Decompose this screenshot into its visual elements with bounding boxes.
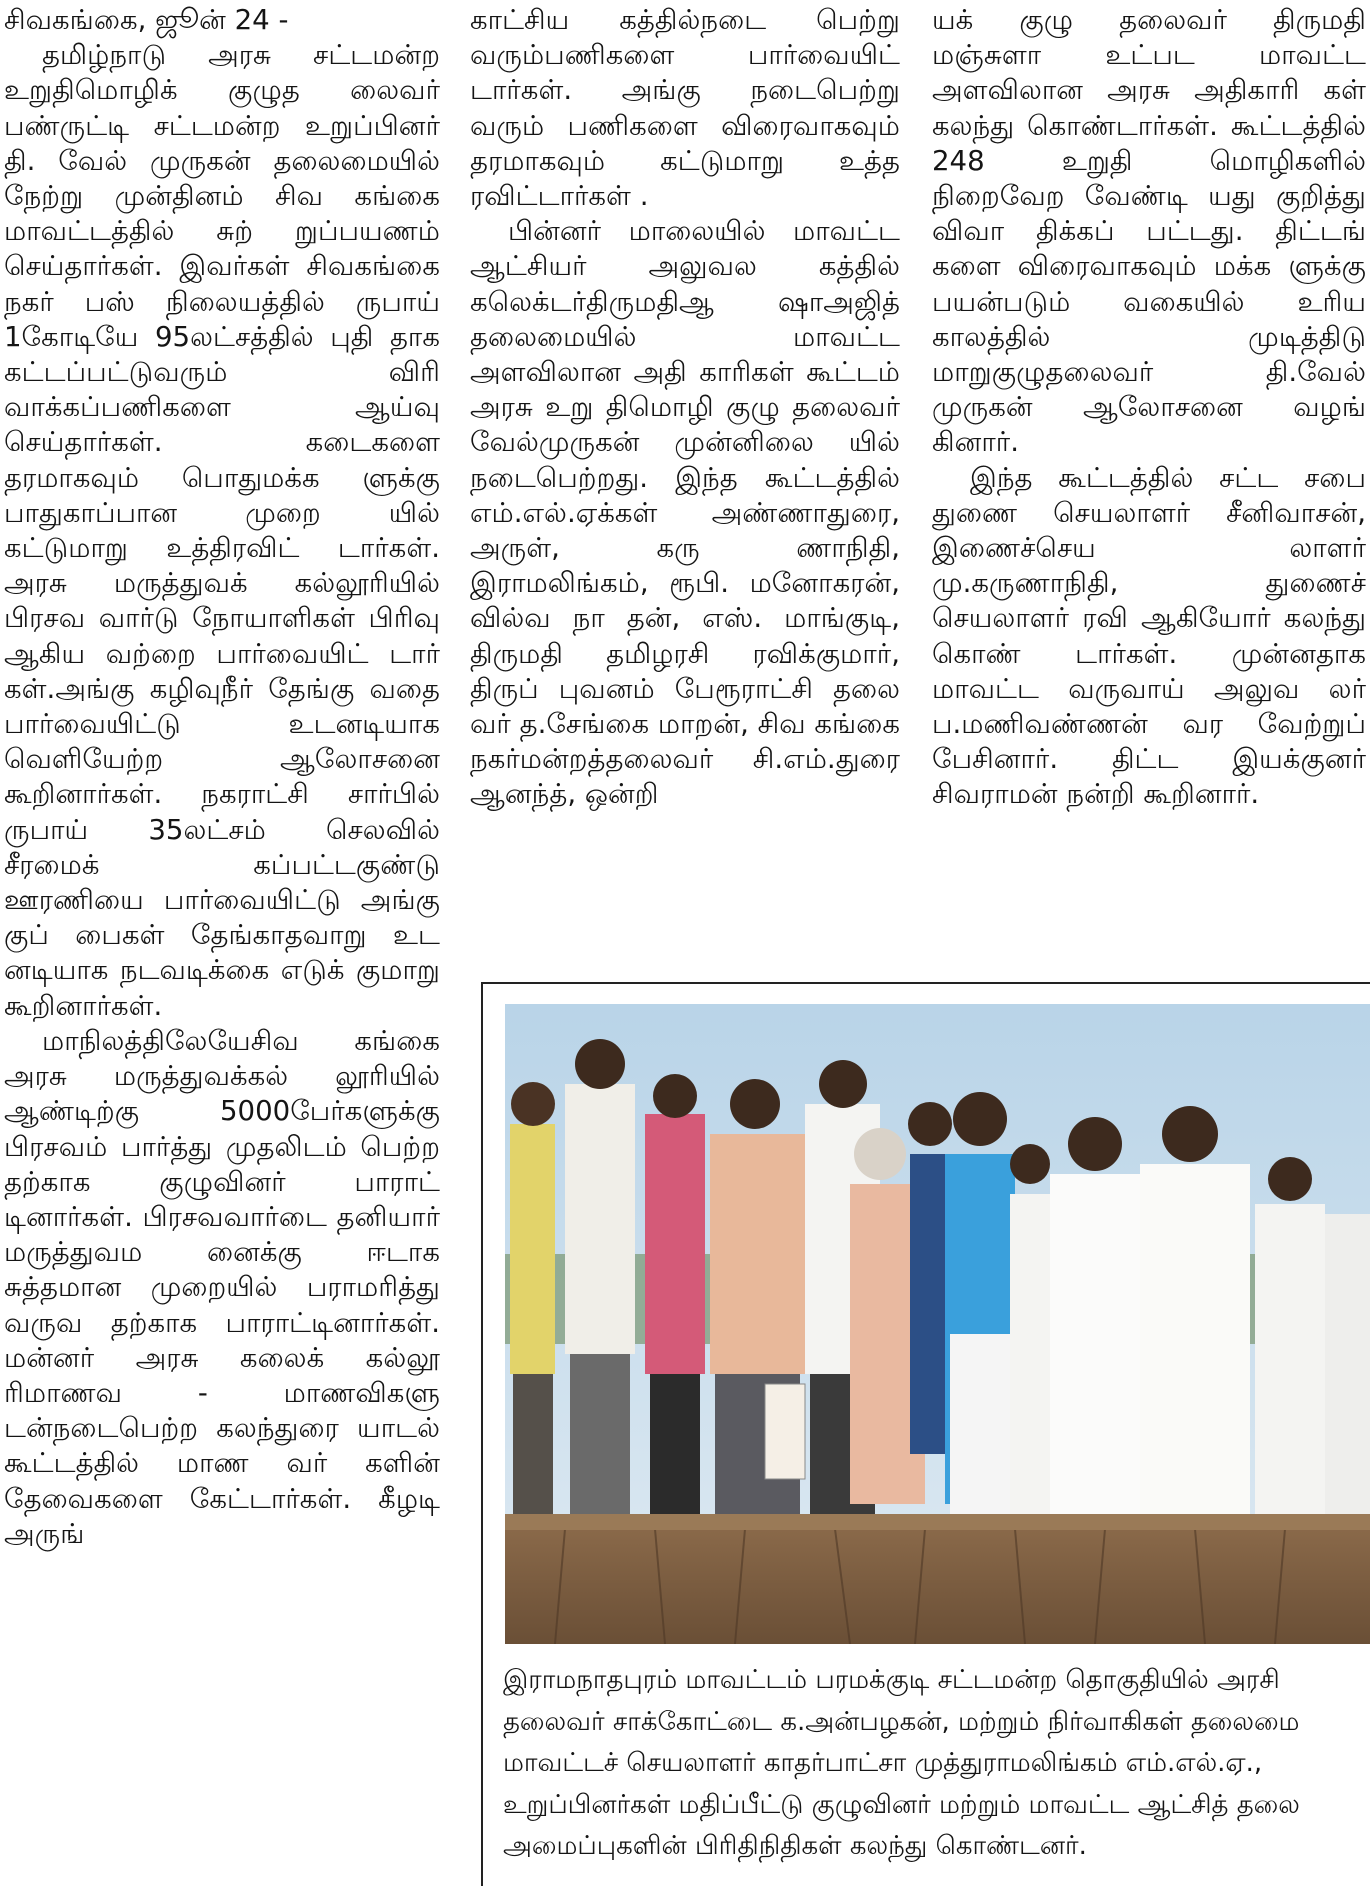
photo-caption xyxy=(503,1660,1370,1868)
caption-line: தலைவர் சாக்கோட்டை க.அன்பழகன், மற்றும் நிர்வாகிகள் தலைமை xyxy=(503,1706,1300,1737)
news-photo-image xyxy=(505,1004,1370,1644)
article-column-3 xyxy=(932,2,1366,812)
caption-line: உறுப்பினர்கள் மதிப்பீட்டு குழுவினர் மற்றும் மாவட்ட ஆட்சித் தலை xyxy=(503,1789,1300,1820)
article-paragraph: தமிழ்நாடு அரசு சட்டமன்ற உறுதிமொழிக் குழுத லைவர் பண்ருட்டி சட்டமன்ற உறுப்பினர் தி. வேல் முருகன் தலைமையில் நேற்று முன்தினம் சிவ கங்கை மாவட்டத்தில் சுற் றுப்பயணம் செய்தார்கள். இவர்கள் சிவகங்கை நகர் பஸ் நிலையத்தில் ருபாய் 1கோடியே 95லட்சத்தில் புதி தாக கட்டப்பட்டுவரும் விரி வாக்கப்பணிகளை ஆய்வு செய்தார்கள். கடைகளை தரமாகவும் பொதுமக்க ளுக்கு பாதுகாப்பான முறை யில் கட்டுமாறு உத்திரவிட் டார்கள். அரசு மருத்துவக் கல்லூரியில் பிரசவ வார்டு நோயாளிகள் பிரிவு ஆகிய வற்றை பார்வையிட் டார் கள்.அங்கு கழிவுநீர் தேங்கு வதை பார்வையிட்டு உடனடியாக வெளியேற்ற ஆலோசனை கூறினார்கள். நகராட்சி சார்பில் ருபாய் 35லட்சம் செலவில் சீரமைக் கப்பட்டகுண்டு ஊரணியை பார்வையிட்டு அங்கு குப் பைகள் தேங்காதவாறு உட னடியாக நடவடிக்கை எடுக் குமாறு கூறினார்கள். xyxy=(4,38,440,1022)
article-paragraph: மாநிலத்திலேயேசிவ கங்கை அரசு மருத்துவக்கல் லூரியில் ஆண்டிற்கு 5000பேர்களுக்கு பிரசவம் பார்த்து முதலிடம் பெற்ற தற்காக குழுவினர் பாராட் டினார்கள். பிரசவவார்டை தனியார் மருத்துவம னைக்கு ஈடாக சுத்தமான முறையில் பராமரித்து வருவ தற்காக பாராட்டினார்கள். மன்னர் அரசு கலைக் கல்லூ ரிமாணவ - மாணவிகளு டன்நடைபெற்ற கலந்துரை யாடல் கூட்டத்தில் மாண வர் களின் தேவைகளை கேட்டார்கள். கீழடி அருங் xyxy=(4,1023,440,1550)
article-paragraph: காட்சிய கத்தில்நடை பெற்று வரும்பணிகளை பார்வையிட் டார்கள். அங்கு நடைபெற்று வரும் பணிகளை விரைவாகவும் தரமாகவும் கட்டுமாறு உத்த ரவிட்டார்கள் . xyxy=(470,3,900,213)
article-paragraph: இந்த கூட்டத்தில் சட்ட சபை துணை செயலாளர் சீனிவாசன், இணைச்செய லாளர் மு.கருணாநிதி, துணைச் செயலாளர் ரவி ஆகியோர் கலந்து கொண் டார்கள். முன்னதாக மாவட்ட வருவாய் அலுவ லர் ப.மணிவண்ணன் வர வேற்றுப் பேசினார். திட்ட இயக்குனர் சிவராமன் நன்றி கூறினார். xyxy=(932,460,1366,811)
news-photo xyxy=(505,1004,1370,1644)
caption-line: மாவட்டச் செயலாளர் காதர்பாட்சா முத்துராமலிங்கம் எம்.எல்.ஏ., xyxy=(503,1748,1263,1778)
article-column-1 xyxy=(4,2,440,1551)
dateline: சிவகங்கை, ஜூன் 24 - xyxy=(4,3,289,36)
caption-line: அமைப்புகளின் பிரிதிநிதிகள் கலந்து கொண்டனர். xyxy=(503,1831,1087,1861)
article-paragraph: பின்னர் மாலையில் மாவட்ட ஆட்சியர் அலுவல கத்தில் கலெக்டர்திருமதிஆ ஷாஅஜித் தலைமையில் மாவட்ட அளவிலான அதி காரிகள் கூட்டம் அரசு உறு திமொழி குழு தலைவர் வேல்முருகன் முன்னிலை யில் நடைபெற்றது. இந்த கூட்டத்தில் எம்.எல்.ஏக்கள் அண்ணாதுரை, அருள், கரு ணாநிதி, இராமலிங்கம், ரூபி. மனோகரன், வில்வ நா தன், எஸ். மாங்குடி, திருமதி தமிழரசி ரவிக்குமார், திருப் புவனம் பேரூராட்சி தலை வர் த.சேங்கை மாறன், சிவ கங்கை நகர்மன்றத்தலைவர் சி.எம்.துரை ஆனந்த், ஒன்றி xyxy=(470,214,900,811)
article-column-2 xyxy=(470,2,900,812)
caption-line: இராமநாதபுரம் மாவட்டம் பரமக்குடி சட்டமன்ற தொகுதியில் அரசி xyxy=(503,1665,1280,1695)
article-paragraph: யக் குழு தலைவர் திருமதி மஞ்சுளா உட்பட மாவட்ட அளவிலான அரசு அதிகாரி கள் கலந்து கொண்டார்கள். கூட்டத்தில் 248 உறுதி மொழிகளில் நிறைவேற வேண்டி யது குறித்து விவா திக்கப் பட்டது. திட்டங் களை விரைவாகவும் மக்க ளுக்கு பயன்படும் வகையில் உரிய காலத்தில் முடித்திடு மாறுகுழுதலைவர் தி.வேல் முருகன் ஆலோசனை வழங் கினார். xyxy=(932,3,1366,459)
photo-box xyxy=(481,982,1370,1886)
